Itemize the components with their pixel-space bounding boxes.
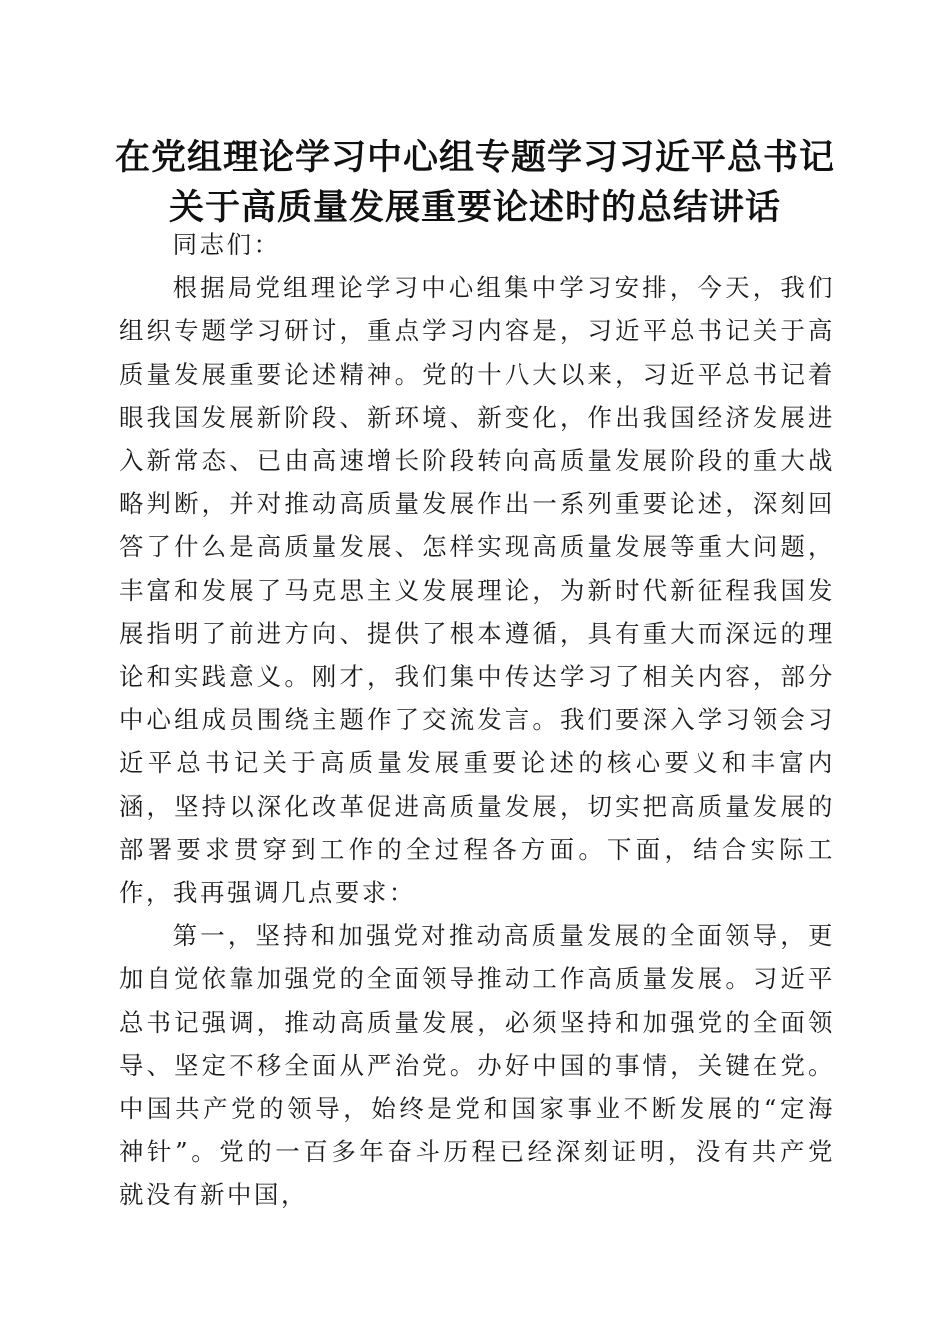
body-paragraph-2: 第一，坚持和加强党对推动高质量发展的全面领导，更加自觉依靠加强党的全面领导推动工作高质量发展。习近平总书记强调，推动高质量发展，必须坚持和加强党的全面领导、坚定不移全面从严治党。办好中国的事情，关键在党。中国共产党的领导，始终是党和国家事业不断发展的“定海神针”。党的一百多年奋斗历程已经深刻证明，没有共产党就没有新中国， — [119, 921, 835, 1210]
body-paragraph-1: 根据局党组理论学习中心组集中学习安排，今天，我们组织专题学习研讨，重点学习内容是，习近平总书记关于高质量发展重要论述精神。党的十八大以来，习近平总书记着眼我国发展新阶段、新环境、新变化，作出我国经济发展进入新常态、已由高速增长阶段转向高质量发展阶段的重大战略判断，并对推动高质量发展作出一系列重要论述，深刻回答了什么是高质量发展、怎样实现高质量发展等重大问题，丰富和发展了马克思主义发展理论，为新时代新征程我国发展指明了前进方向、提供了根本遵循，具有重大而深远的理论和实践意义。刚才，我们集中传达学习了相关内容，部分中心组成员围绕主题作了交流发言。我们要深入学习领会习近平总书记关于高质量发展重要论述的核心要义和丰富内涵，坚持以深化改革促进高质量发展，切实把高质量发展的部署要求贯穿到工作的全过程各方面。下面，结合实际工作，我再强调几点要求： — [119, 273, 835, 908]
document-title-line-1: 在党组理论学习中心组专题学习习近平总书记 — [114, 138, 835, 178]
salutation: 同志们： — [172, 230, 281, 259]
document-title-line-2: 关于高质量发展重要论述时的总结讲话 — [168, 188, 781, 228]
document-body — [119, 223, 835, 1217]
